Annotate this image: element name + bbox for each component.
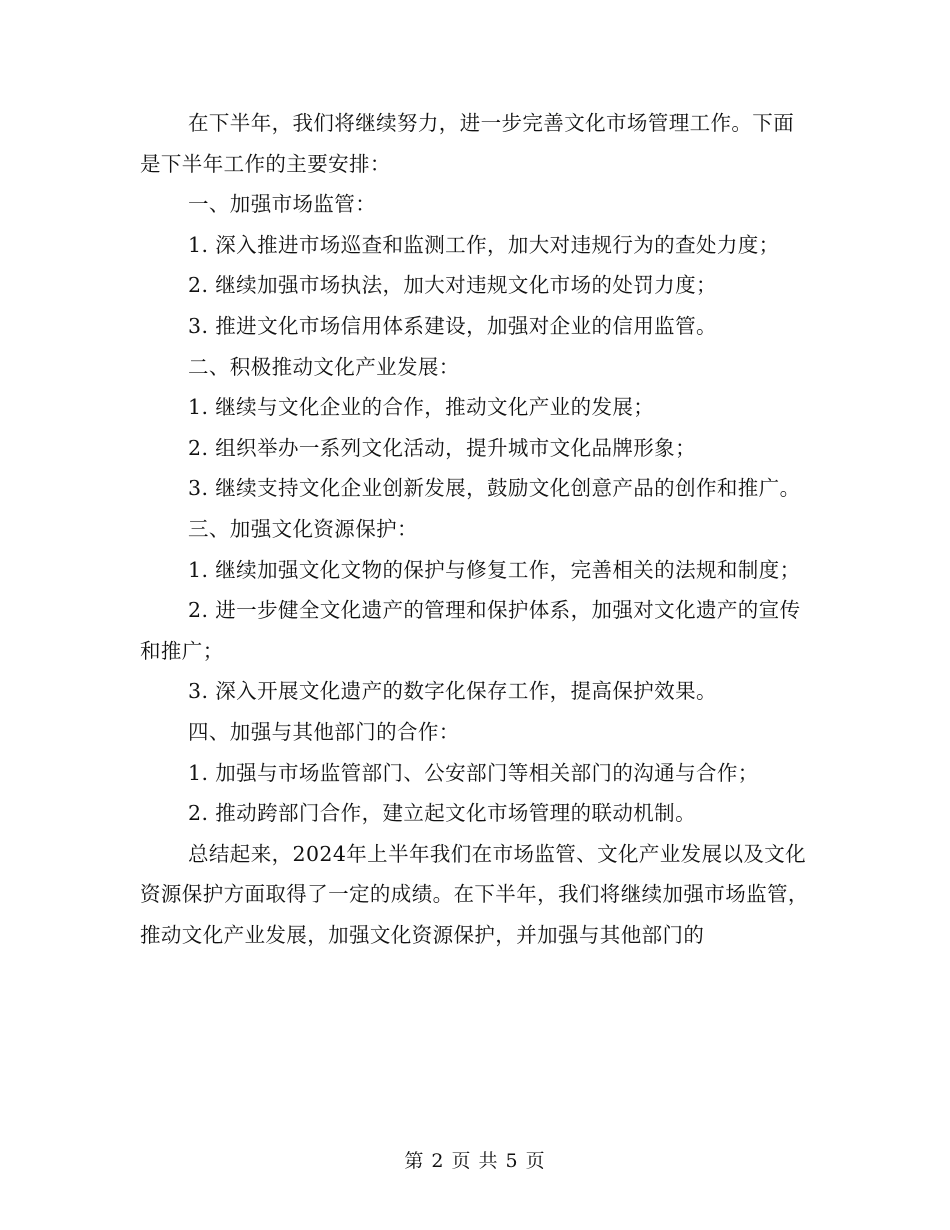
- section-heading-2: 二、积极推动文化产业发展：: [188, 354, 460, 379]
- section-heading-3: 三、加强文化资源保护：: [188, 516, 418, 541]
- list-item: 1. 继续与文化企业的合作，推动文化产业的发展；: [188, 395, 655, 420]
- summary-paragraph: 总结起来，2024年上半年我们在市场监管、文化产业发展以及文化资源保护方面取得了一定的成绩。在下半年，我们将继续加强市场监管，推动文化产业发展，加强文化资源保护，并加强与其他部门的: [140, 841, 809, 947]
- section-heading-1: 一、加强市场监管：: [188, 192, 377, 217]
- list-item: 3. 推进文化市场信用体系建设，加强对企业的信用监管。: [188, 313, 717, 338]
- list-item: 1. 继续加强文化文物的保护与修复工作，完善相关的法规和制度；: [188, 557, 801, 582]
- list-item: 1. 深入推进市场巡查和监测工作，加大对违规行为的查处力度；: [188, 232, 780, 257]
- list-item: 2. 组织举办一系列文化活动，提升城市文化品牌形象；: [188, 435, 696, 460]
- list-item: 1. 加强与市场监管部门、公安部门等相关部门的沟通与合作；: [188, 760, 759, 785]
- page-footer: 第 2 页 共 5 页: [404, 1150, 546, 1172]
- list-item: 2. 进一步健全文化遗产的管理和保护体系，加强对文化遗产的宣传和推广；: [140, 598, 801, 663]
- intro-paragraph: 在下半年，我们将继续努力，进一步完善文化市场管理工作。下面是下半年工作的主要安排：: [140, 111, 795, 176]
- document-body: [140, 103, 810, 955]
- list-item: 2. 推动跨部门合作，建立起文化市场管理的联动机制。: [188, 801, 696, 826]
- list-item: 2. 继续加强市场执法，加大对违规文化市场的处罚力度；: [188, 273, 717, 298]
- list-item: 3. 深入开展文化遗产的数字化保存工作，提高保护效果。: [188, 679, 717, 704]
- section-heading-4: 四、加强与其他部门的合作：: [188, 719, 460, 744]
- list-item: 3. 继续支持文化企业创新发展，鼓励文化创意产品的创作和推广。: [188, 476, 801, 501]
